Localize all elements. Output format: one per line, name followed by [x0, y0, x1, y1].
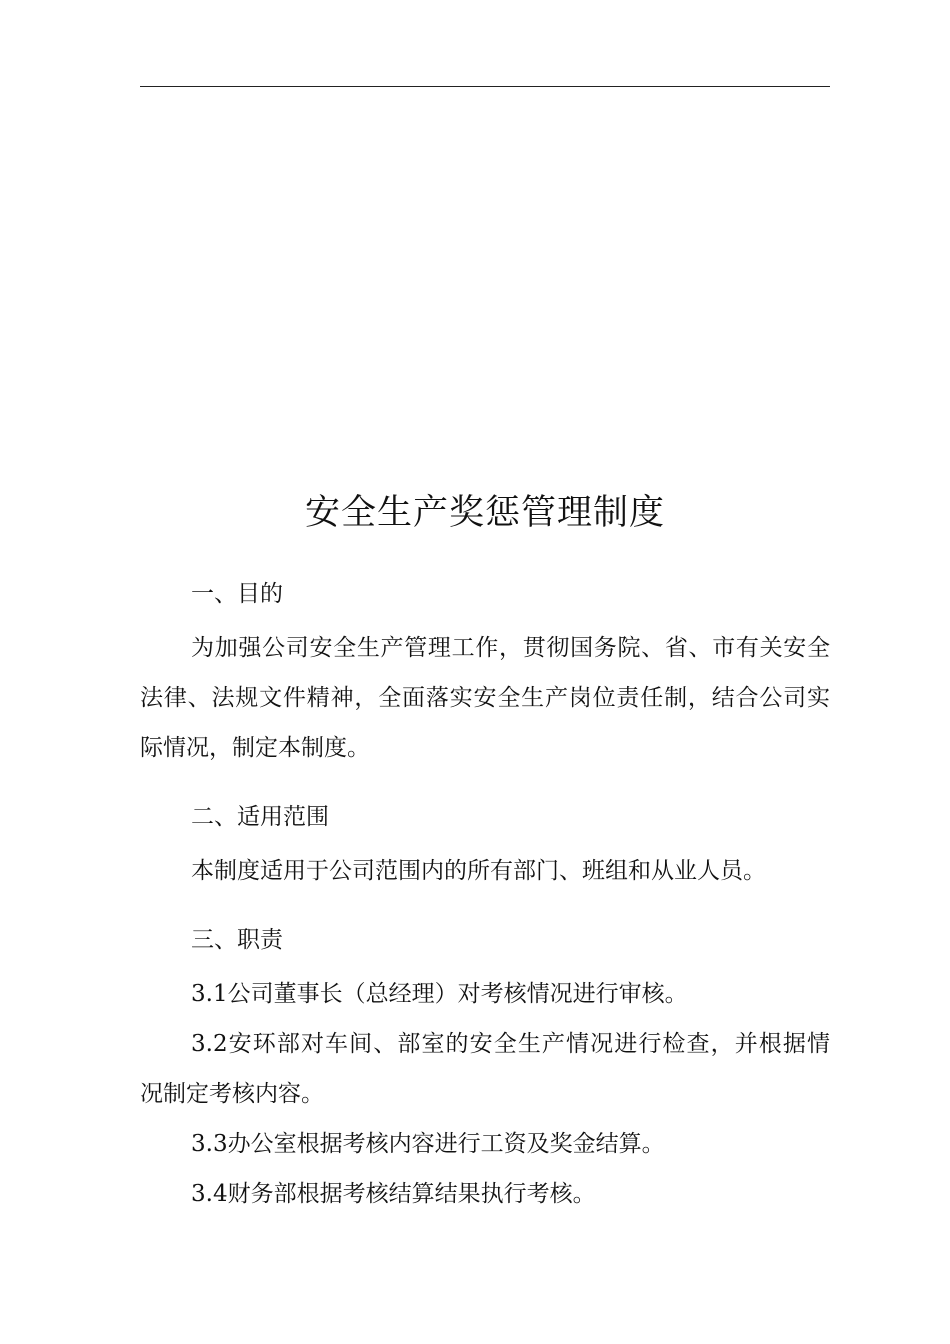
- section-heading-duties: 三、职责: [191, 927, 283, 953]
- purpose-line-2: 法律、法规文件精神，全面落实安全生产岗位责任制，结合公司实: [140, 685, 830, 711]
- scope-line-1: 本制度适用于公司范围内的所有部门、班组和从业人员。: [191, 858, 766, 884]
- purpose-line-3: 际情况，制定本制度。: [140, 735, 370, 761]
- duty-item-3-2-line-2: 况制定考核内容。: [140, 1081, 324, 1107]
- duty-item-3-2-line-1: 3.2安环部对车间、部室的安全生产情况进行检查，并根据情: [191, 1031, 830, 1057]
- section-heading-purpose: 一、目的: [191, 581, 283, 607]
- duty-item-3-4: 3.4财务部根据考核结算结果执行考核。: [191, 1181, 596, 1207]
- header-rule: [140, 86, 830, 87]
- section-heading-scope: 二、适用范围: [191, 804, 329, 830]
- document-title: 安全生产奖惩管理制度: [304, 493, 665, 533]
- duty-item-3-3: 3.3办公室根据考核内容进行工资及奖金结算。: [191, 1131, 665, 1157]
- duty-item-3-1: 3.1公司董事长（总经理）对考核情况进行审核。: [191, 981, 688, 1007]
- purpose-line-1: 为加强公司安全生产管理工作，贯彻国务院、省、市有关安全: [191, 635, 830, 661]
